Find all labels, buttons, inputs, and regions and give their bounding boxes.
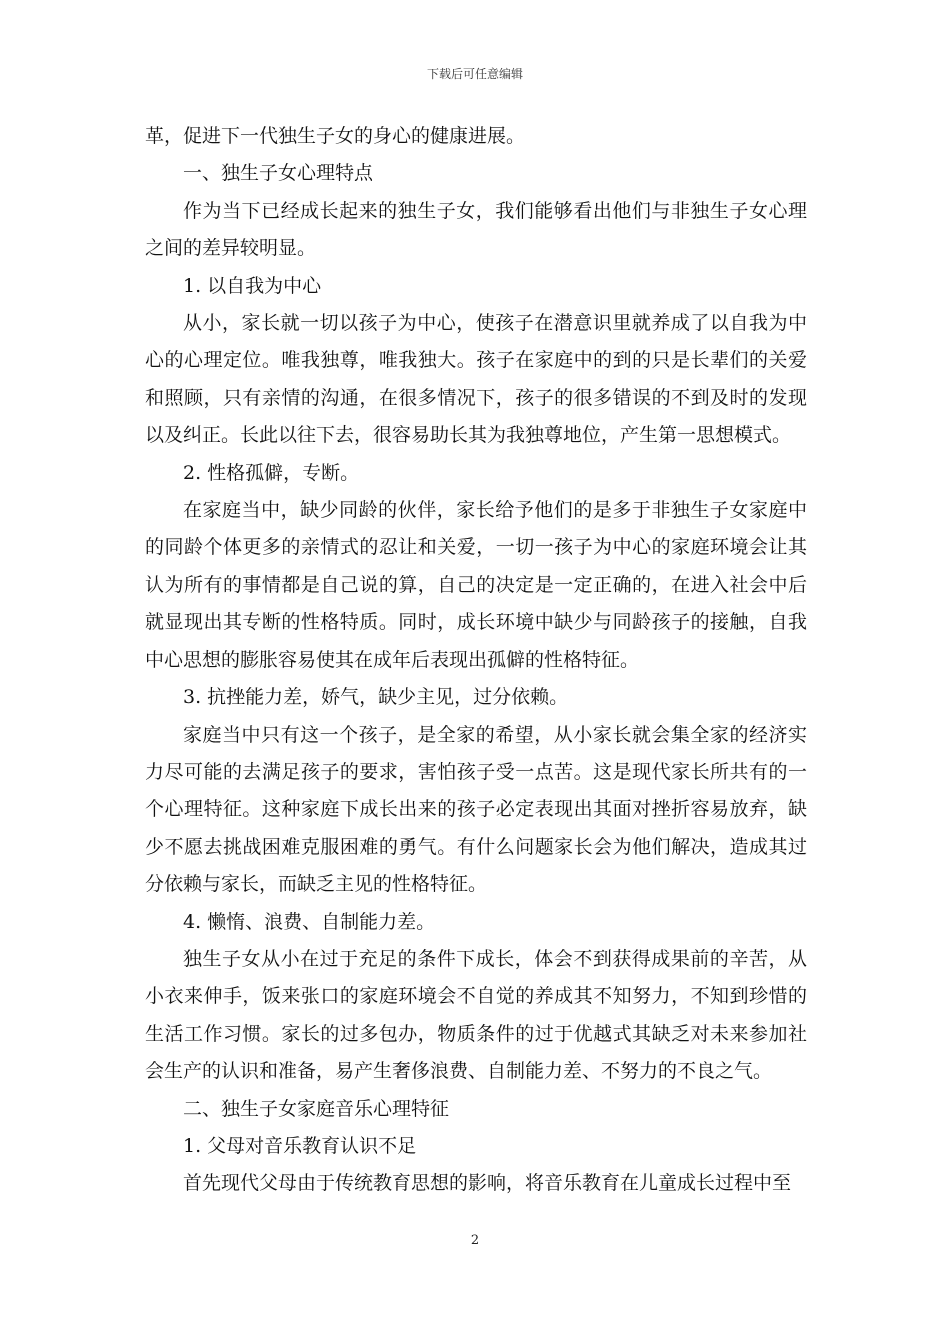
section-heading-1: 一、独生子女心理特点 — [183, 162, 374, 185]
paragraph: 从小，家长就一切以孩子为中心，使孩子在潜意识里就养成了以自我为中心的心理定位。唯我独尊，唯我独大。孩子在家庭中的到的只是长辈们的关爱和照顾，只有亲情的沟通，在很多情况下，孩子的很多错误的不到及时的发现以及纠正。长此以往下去，很容易助长其为我独尊地位，产生第一思想模式。 — [145, 312, 807, 447]
page-number: 2 — [470, 1233, 480, 1248]
paragraph: 独生子女从小在过于充足的条件下成长，体会不到获得成果前的辛苦，从小衣来伸手，饭来张口的家庭环境会不自觉的养成其不知努力，不知到珍惜的生活工作习惯。家长的过多包办，物质条件的过于优越式其缺乏对未来参加社会生产的认识和准备，易产生奢侈浪费、自制能力差、不努力的不良之气。 — [145, 947, 807, 1083]
paragraph: 在家庭当中，缺少同龄的伙伴，家长给予他们的是多于非独生子女家庭中的同龄个体更多的亲情式的忍让和关爱，一切一孩子为中心的家庭环境会让其认为所有的事情都是自己说的算，自己的决定是一定正确的，在进入社会中后就显现出其专断的性格特质。同时，成长环境中缺少与同龄孩子的接触，自我中心思想的膨胀容易使其在成年后表现出孤僻的性格特征。 — [145, 499, 807, 671]
subheading-2: 2. 性格孤僻，专断。 — [183, 461, 360, 484]
section-heading-2: 二、独生子女家庭音乐心理特征 — [183, 1097, 450, 1120]
subheading-1: 1. 以自我为中心 — [183, 274, 322, 297]
subheading-5: 1. 父母对音乐教育认识不足 — [183, 1134, 417, 1157]
paragraph-continuation: 革，促进下一代独生子女的身心的健康进展。 — [145, 125, 526, 147]
paragraph: 首先现代父母由于传统教育思想的影响，将音乐教育在儿童成长过程中至 — [183, 1172, 792, 1195]
document-body — [145, 118, 807, 1203]
subheading-4: 4. 懒惰、浪费、自制能力差。 — [183, 910, 436, 933]
paragraph: 作为当下已经成长起来的独生子女，我们能够看出他们与非独生子女心理之间的差异较明显。 — [145, 199, 807, 260]
header-note: 下载后可任意编辑 — [426, 67, 523, 81]
paragraph: 家庭当中只有这一个孩子，是全家的希望，从小家长就会集全家的经济实力尽可能的去满足孩子的要求，害怕孩子受一点苦。这是现代家长所共有的一个心理特征。这种家庭下成长出来的孩子必定表现出其面对挫折容易放弃，缺少不愿去挑战困难克服困难的勇气。有什么问题家长会为他们解决，造成其过分依赖与家长，而缺乏主见的性格特征。 — [145, 723, 807, 896]
subheading-3: 3. 抗挫能力差，娇气，缺少主见，过分依赖。 — [183, 686, 569, 709]
